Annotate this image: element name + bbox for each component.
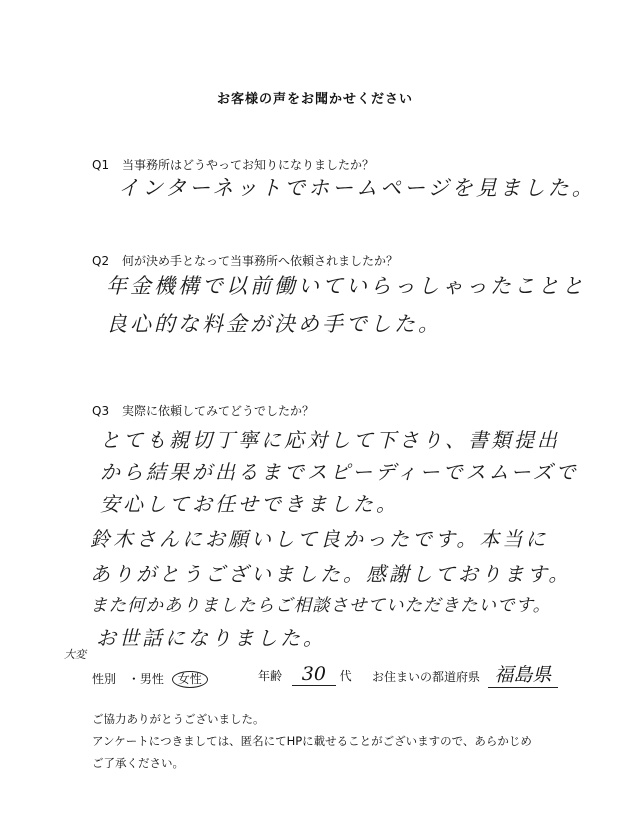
gender-field (92, 670, 208, 688)
handwritten-insertion: 大変 (64, 648, 86, 661)
footer-line: アンケートにつきましては、匿名にてHPに載せることがございますので、あらかじめ (92, 734, 532, 748)
answer-2-line: 年金機構で以前働いていらっしゃったことと (106, 274, 586, 298)
residence-label: お住まいの都道府県 (372, 670, 481, 684)
gender-label: 性別 (92, 672, 117, 686)
answer-1-line: インターネットでホームページを見ました。 (118, 176, 596, 200)
answer-3-line: また何かありましたらご相談させていただきたいです。 (90, 596, 552, 616)
answer-3-line: ありがとうございました。感謝しております。 (90, 562, 572, 586)
answer-3-line: から結果が出るまでスピーディーでスムーズで (100, 460, 579, 484)
age-value: 30 (292, 663, 336, 686)
age-field (258, 663, 352, 686)
residence-value: 福島県 (488, 660, 558, 688)
question-1-text: 当事務所はどうやってお知りになりましたか？ (122, 158, 375, 172)
residence-field (372, 660, 558, 688)
gender-option-male: ・男性 (127, 672, 164, 686)
age-label: 年齢 (258, 669, 283, 683)
footer-note (92, 708, 532, 774)
question-3 (92, 402, 314, 419)
question-3-text: 実際に依頼してみてどうでしたか？ (122, 404, 315, 418)
question-2 (92, 252, 398, 269)
question-1-number: Q1 (92, 158, 110, 172)
question-2-number: Q2 (92, 254, 110, 268)
gender-option-female-circled: 女性 (172, 671, 208, 688)
answer-3-line: 鈴木さんにお願いして良かったです。本当に (90, 527, 549, 551)
question-3-number: Q3 (92, 404, 110, 418)
answer-3-line: お世話になりました。 (96, 626, 326, 650)
question-2-text: 何が決め手となって当事務所へ依頼されましたか？ (122, 254, 399, 268)
answer-2-line: 良心的な料金が決め手でした。 (106, 312, 442, 336)
footer-line: ご了承ください。 (92, 756, 184, 770)
question-1 (92, 156, 374, 173)
age-suffix: 代 (339, 669, 352, 683)
footer-line: ご協力ありがとうございました。 (92, 712, 265, 726)
page-title: お客様の声をお聞かせください (216, 92, 413, 107)
answer-3-line: とても親切丁寧に応対して下さり、書類提出 (100, 428, 560, 452)
answer-3-line: 安心してお任せできました。 (100, 492, 399, 516)
